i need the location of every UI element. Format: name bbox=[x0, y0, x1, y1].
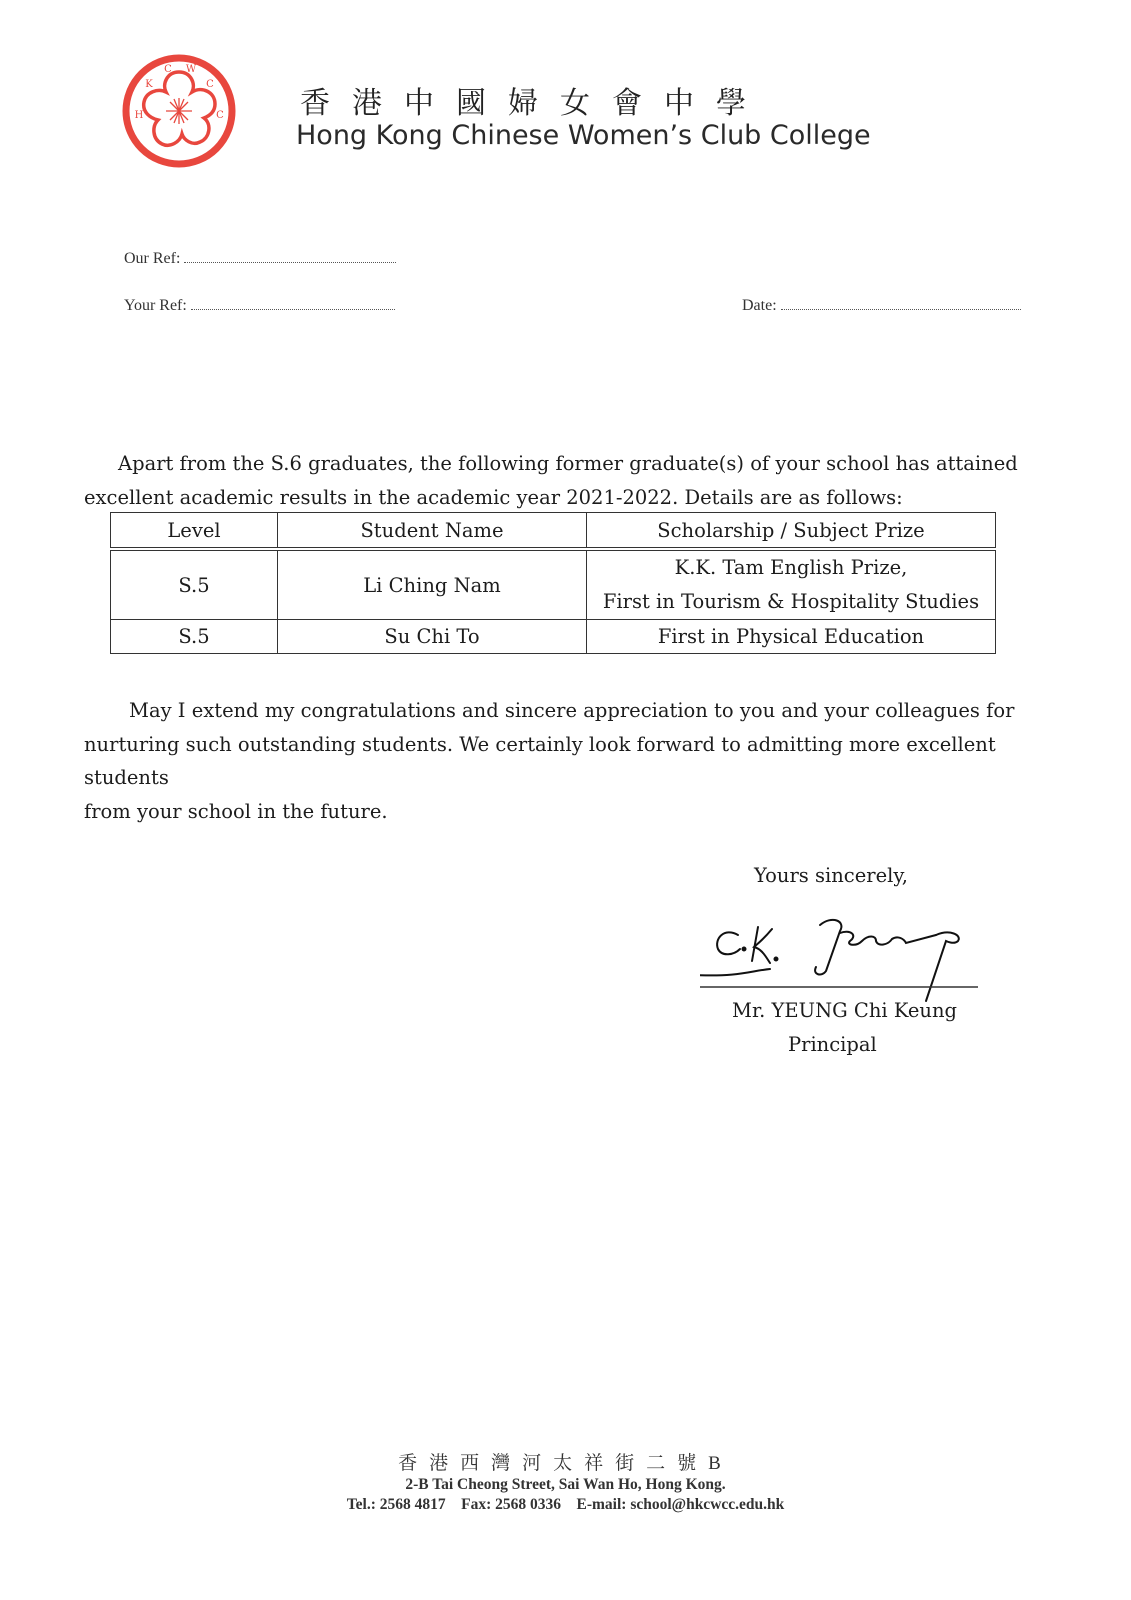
school-logo bbox=[122, 54, 236, 168]
table-row bbox=[111, 620, 996, 654]
closing-line-3: from your school in the future. bbox=[84, 799, 388, 823]
table-header-row bbox=[111, 513, 996, 550]
our-ref-label: Our Ref: bbox=[124, 250, 181, 267]
school-name-chinese: 香港中國婦女會中學 bbox=[300, 86, 768, 121]
school-name-english: Hong Kong Chinese Women’s Club College bbox=[296, 120, 871, 151]
prize-line: First in Tourism & Hospitality Studies bbox=[602, 590, 980, 613]
your-ref-label: Your Ref: bbox=[124, 297, 187, 314]
logo-letter-h: H bbox=[134, 110, 144, 121]
prize-table bbox=[110, 512, 996, 654]
row-prize bbox=[587, 549, 996, 620]
row-prize: First in Physical Education bbox=[587, 620, 996, 654]
signature bbox=[700, 905, 980, 1005]
our-ref-blank bbox=[184, 250, 396, 263]
prize-line: K.K. Tam English Prize, bbox=[674, 556, 908, 579]
our-ref bbox=[124, 250, 396, 268]
intro-paragraph bbox=[84, 447, 1044, 514]
your-ref-blank bbox=[191, 297, 395, 310]
logo-letter-c1: C bbox=[164, 64, 172, 75]
date-field bbox=[742, 297, 1021, 315]
date-blank bbox=[781, 297, 1021, 310]
header-prize: Scholarship / Subject Prize bbox=[587, 513, 996, 550]
intro-line-1: Apart from the S.6 graduates, the following former graduate(s) of your school has attained bbox=[118, 452, 1018, 475]
date-label: Date: bbox=[742, 297, 777, 314]
your-ref bbox=[124, 297, 395, 315]
logo-letter-w: W bbox=[185, 64, 197, 75]
table-row bbox=[111, 549, 996, 620]
row-student-name: Su Chi To bbox=[278, 620, 587, 654]
salutation: Yours sincerely, bbox=[754, 864, 908, 887]
row-level: S.5 bbox=[111, 549, 278, 620]
closing-line-2: nurturing such outstanding students. We certainly look forward to admitting more excellent students bbox=[84, 732, 996, 789]
closing-line-1: May I extend my congratulations and sincere appreciation to you and your colleagues for bbox=[129, 699, 1015, 722]
closing-paragraph bbox=[84, 694, 1064, 828]
signatory-title: Principal bbox=[788, 1033, 877, 1056]
row-level: S.5 bbox=[111, 620, 278, 654]
footer-contact: Tel.: 2568 4817 Fax: 2568 0336 E-mail: school@hkcwcc.edu.hk bbox=[346, 1496, 785, 1513]
logo-letter-c2: C bbox=[206, 79, 214, 90]
signatory-name: Mr. YEUNG Chi Keung bbox=[732, 999, 958, 1022]
footer-address-chinese: 香港西灣河太祥街二號B bbox=[398, 1453, 733, 1474]
footer-address-english: 2-B Tai Cheong Street, Sai Wan Ho, Hong Kong. bbox=[405, 1476, 726, 1493]
header-student-name: Student Name bbox=[278, 513, 587, 550]
intro-line-2: excellent academic results in the academic year 2021-2022. Details are as follows: bbox=[84, 485, 903, 509]
header-level: Level bbox=[111, 513, 278, 550]
row-student-name: Li Ching Nam bbox=[278, 549, 587, 620]
logo-letter-c3: C bbox=[216, 110, 224, 121]
logo-letter-k: K bbox=[145, 79, 153, 90]
